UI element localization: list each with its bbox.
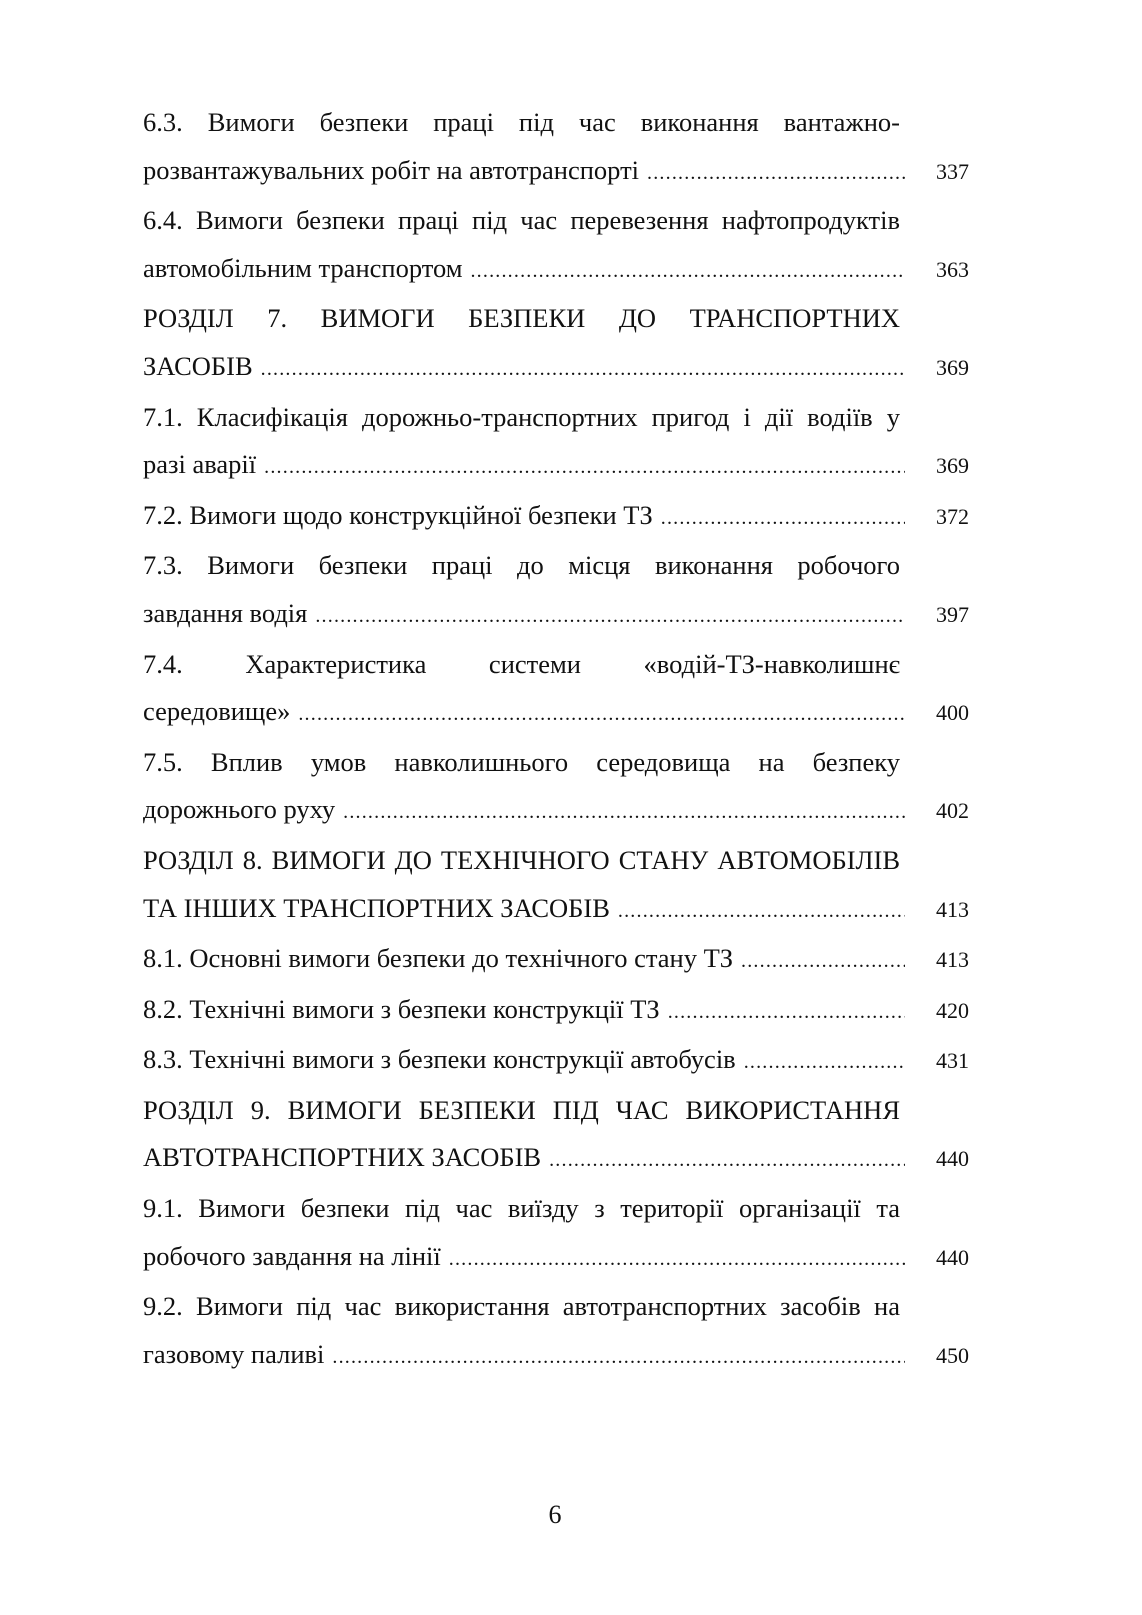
toc-entry-title: автомобільним транспортом bbox=[143, 252, 463, 283]
toc-entry[interactable] bbox=[143, 1036, 969, 1087]
toc-entry-last-line bbox=[143, 590, 969, 641]
toc-page-number: 413 bbox=[936, 947, 969, 973]
toc-entry-last-line bbox=[143, 935, 969, 986]
toc-entry[interactable] bbox=[143, 197, 969, 295]
toc-entry[interactable] bbox=[143, 641, 969, 739]
toc-page-number: 440 bbox=[936, 1146, 969, 1172]
dot-leader bbox=[618, 888, 905, 936]
toc-entry[interactable] bbox=[143, 394, 969, 492]
toc-entry-last-line bbox=[143, 245, 969, 296]
toc-entry[interactable] bbox=[143, 935, 969, 986]
toc-entry[interactable] bbox=[143, 542, 969, 640]
dot-leader bbox=[470, 248, 905, 296]
table-of-contents bbox=[143, 99, 969, 1381]
toc-entry[interactable] bbox=[143, 986, 969, 1037]
toc-entry-last-line bbox=[143, 343, 969, 394]
dot-leader bbox=[549, 1137, 905, 1185]
toc-entry-title-line: 6.4. Вимоги безпеки праці під час перевезення нафтопродуктів bbox=[143, 205, 900, 236]
toc-entry-title: газовому паливі bbox=[143, 1338, 325, 1369]
toc-entry-title: завдання водія bbox=[143, 597, 308, 628]
toc-entry-title-line: 7.4. Характеристика системи «водій-ТЗ-навколишнє bbox=[143, 648, 900, 679]
toc-page-number: 420 bbox=[936, 997, 969, 1023]
toc-page-number: 440 bbox=[936, 1244, 969, 1270]
toc-entry-title-line: 7.1. Класифікація дорожньо-транспортних пригод і дії водіїв у bbox=[143, 401, 900, 432]
toc-entry-title: 8.2. Технічні вимоги з безпеки конструкції ТЗ bbox=[143, 993, 660, 1024]
toc-entry-last-line bbox=[143, 688, 969, 739]
toc-entry-title: разі аварії bbox=[143, 449, 257, 480]
toc-entry-last-line bbox=[143, 1233, 969, 1284]
dot-leader bbox=[332, 1334, 905, 1382]
toc-entry-title: 7.2. Вимоги щодо конструкційної безпеки ТЗ bbox=[143, 499, 653, 530]
dot-leader bbox=[315, 593, 905, 641]
toc-entry[interactable] bbox=[143, 1087, 969, 1185]
toc-entry-title: середовище» bbox=[143, 696, 291, 727]
toc-page-number: 402 bbox=[936, 798, 969, 824]
toc-page-number: 413 bbox=[936, 896, 969, 922]
toc-page-number: 450 bbox=[936, 1342, 969, 1368]
toc-entry-last-line bbox=[143, 441, 969, 492]
toc-entry-last-line bbox=[143, 147, 969, 198]
dot-leader bbox=[343, 789, 905, 837]
toc-entry-title: розвантажувальних робіт на автотранспорті bbox=[143, 154, 640, 185]
dot-leader bbox=[647, 150, 905, 198]
toc-entry-title: дорожнього руху bbox=[143, 794, 336, 825]
toc-page-number: 400 bbox=[936, 700, 969, 726]
dot-leader bbox=[264, 444, 905, 492]
toc-entry-last-line bbox=[143, 1036, 969, 1087]
toc-page-number: 337 bbox=[936, 158, 969, 184]
toc-entry-title-line: РОЗДІЛ 9. ВИМОГИ БЕЗПЕКИ ПІД ЧАС ВИКОРИСТАННЯ bbox=[143, 1094, 900, 1125]
toc-entry-title: ЗАСОБІВ bbox=[143, 350, 253, 381]
toc-entry-last-line bbox=[143, 1134, 969, 1185]
toc-entry-title-line: 7.5. Вплив умов навколишнього середовища на безпеку bbox=[143, 746, 900, 777]
toc-entry-last-line bbox=[143, 1331, 969, 1382]
toc-entry-last-line bbox=[143, 986, 969, 1037]
toc-entry-title-line: 6.3. Вимоги безпеки праці під час виконання вантажно- bbox=[143, 107, 900, 137]
toc-entry[interactable] bbox=[143, 837, 969, 935]
dot-leader bbox=[668, 989, 905, 1037]
toc-entry-title-line: РОЗДІЛ 7. ВИМОГИ БЕЗПЕКИ ДО ТРАНСПОРТНИХ bbox=[143, 303, 900, 334]
toc-page-number: 372 bbox=[936, 503, 969, 529]
dot-leader bbox=[449, 1236, 905, 1284]
toc-page-number: 369 bbox=[936, 453, 969, 479]
toc-entry[interactable] bbox=[143, 739, 969, 837]
dot-leader bbox=[298, 691, 905, 739]
toc-page-number: 369 bbox=[936, 354, 969, 380]
toc-entry-title-line: 7.3. Вимоги безпеки праці до місця виконання робочого bbox=[143, 550, 900, 581]
toc-entry-last-line bbox=[143, 786, 969, 837]
toc-entry-title: 8.3. Технічні вимоги з безпеки конструкції автобусів bbox=[143, 1044, 736, 1075]
dot-leader bbox=[741, 938, 905, 986]
dot-leader bbox=[661, 495, 905, 543]
toc-entry[interactable] bbox=[143, 1283, 969, 1381]
dot-leader bbox=[744, 1039, 905, 1087]
toc-entry[interactable] bbox=[143, 492, 969, 543]
toc-entry[interactable] bbox=[143, 99, 969, 197]
toc-entry-title-line: 9.1. Вимоги безпеки під час виїзду з території організації та bbox=[143, 1193, 900, 1224]
toc-page-number: 431 bbox=[936, 1048, 969, 1074]
toc-entry-last-line bbox=[143, 492, 969, 543]
toc-entry-title: АВТОТРАНСПОРТНИХ ЗАСОБІВ bbox=[143, 1142, 542, 1173]
page-number: 6 bbox=[548, 1500, 562, 1529]
toc-entry-title: 8.1. Основні вимоги безпеки до технічного стану ТЗ bbox=[143, 943, 734, 974]
toc-page-number: 397 bbox=[936, 601, 969, 627]
dot-leader bbox=[261, 346, 905, 394]
toc-page-number: 363 bbox=[936, 256, 969, 282]
toc-entry-title: робочого завдання на лінії bbox=[143, 1240, 441, 1271]
toc-entry[interactable] bbox=[143, 1185, 969, 1283]
toc-entry-title-line: 9.2. Вимоги під час використання автотранспортних засобів на bbox=[143, 1291, 900, 1322]
toc-entry[interactable] bbox=[143, 295, 969, 393]
toc-entry-last-line bbox=[143, 885, 969, 936]
toc-entry-title-line: РОЗДІЛ 8. ВИМОГИ ДО ТЕХНІЧНОГО СТАНУ АВТОМОБІЛІВ bbox=[143, 844, 900, 875]
toc-entry-title: ТА ІНШИХ ТРАНСПОРТНИХ ЗАСОБІВ bbox=[143, 892, 610, 923]
